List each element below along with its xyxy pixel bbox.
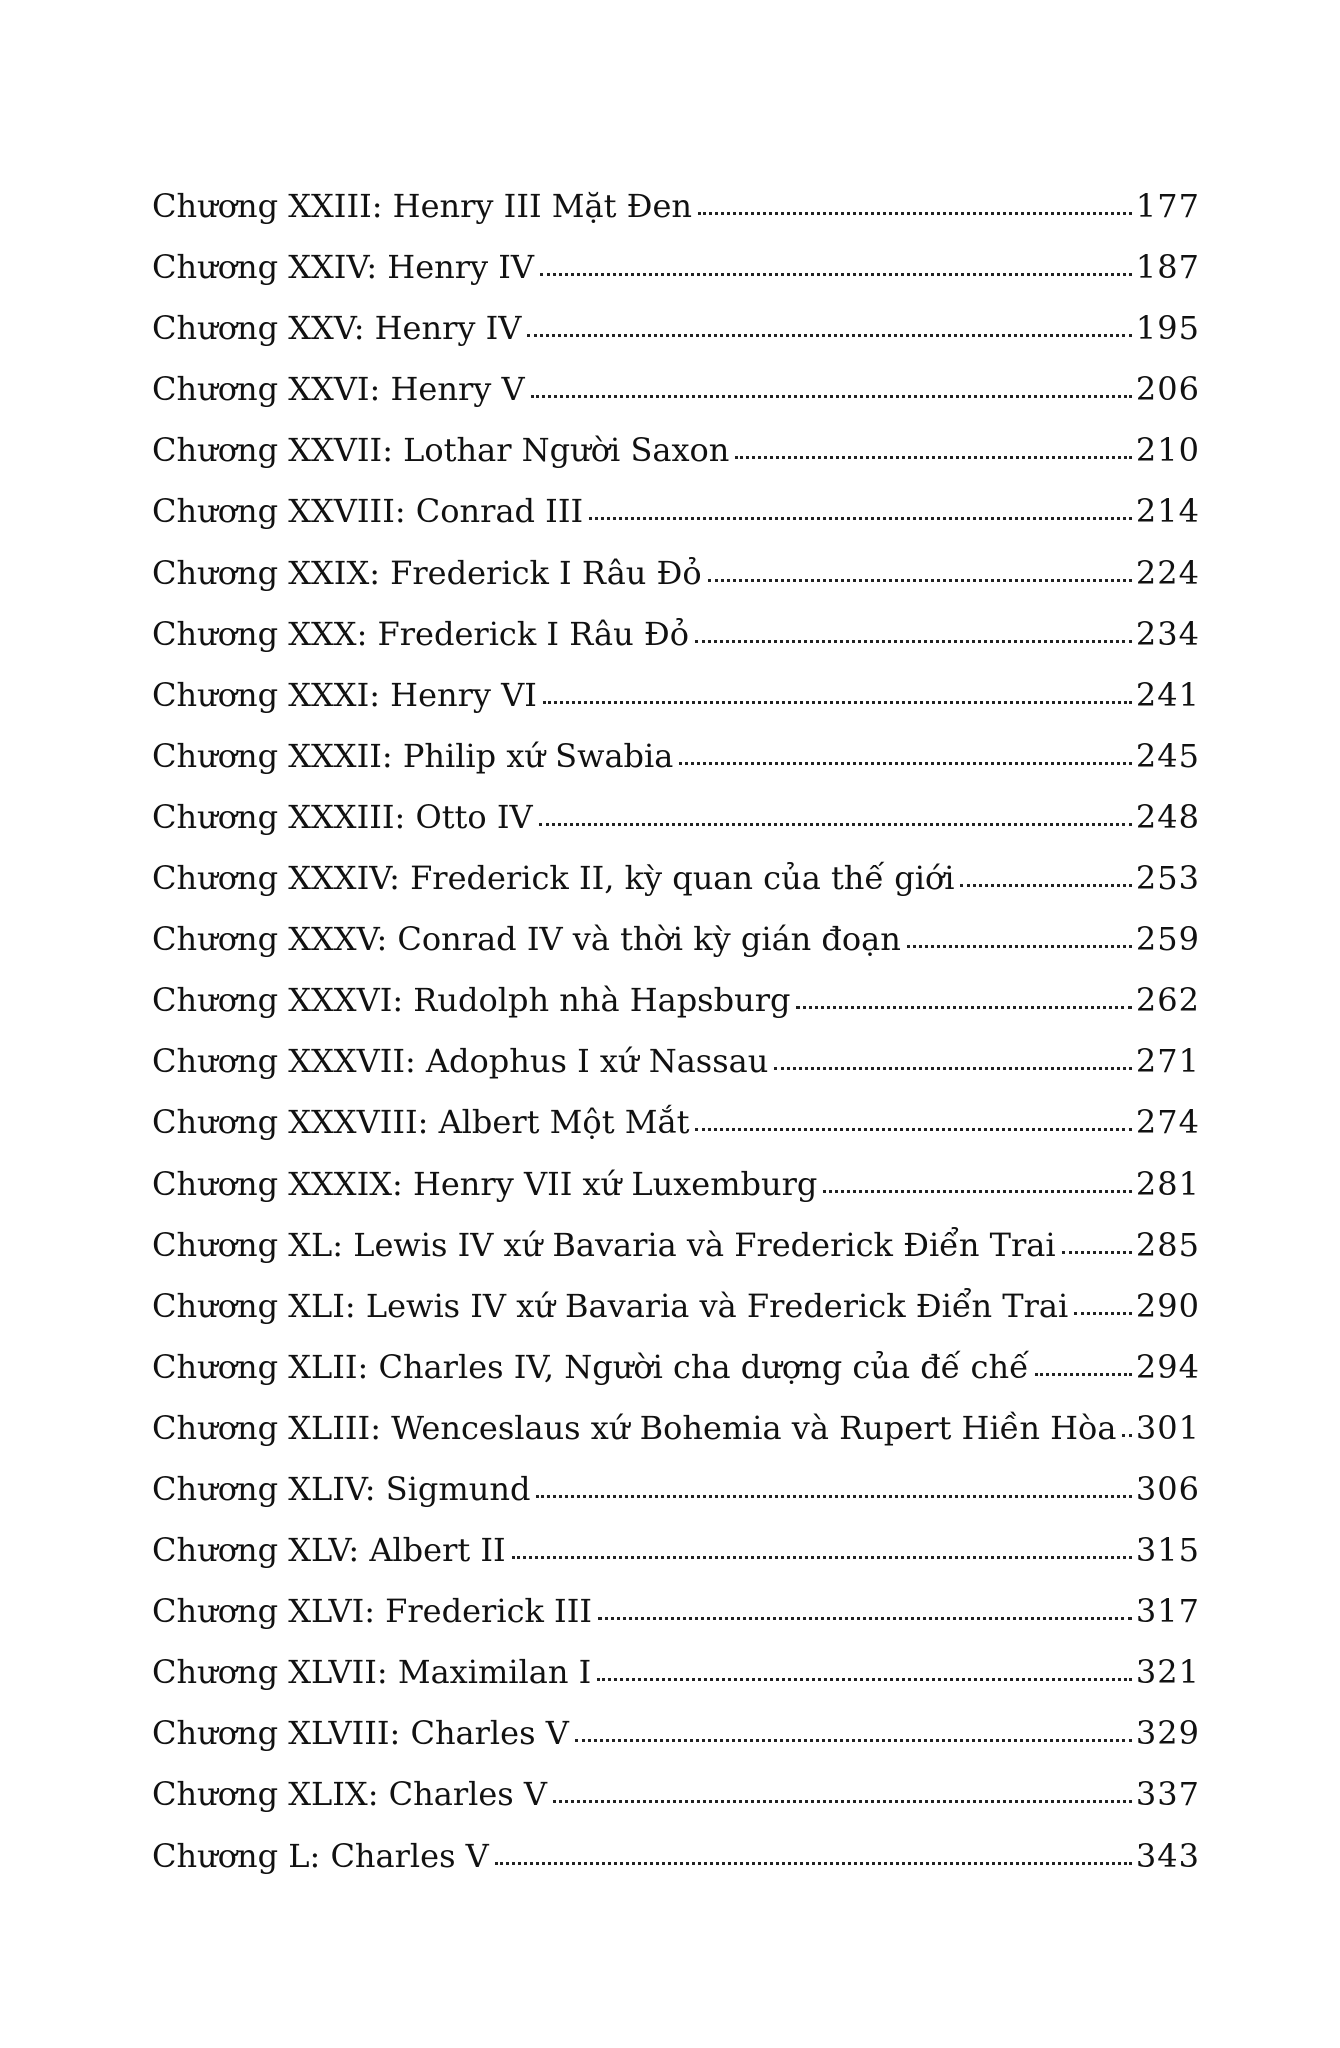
toc-entry-page-number: 206 <box>1135 370 1200 409</box>
toc-entry-page-number: 259 <box>1135 920 1200 959</box>
toc-entry-page-number: 271 <box>1135 1042 1200 1081</box>
toc-entry-page-number: 281 <box>1135 1164 1200 1203</box>
toc-entry-27 <box>152 1775 1200 1839</box>
dot-leader <box>823 1190 1132 1193</box>
toc-entry-page-number: 187 <box>1135 248 1200 287</box>
toc-entry-15 <box>152 1042 1200 1106</box>
toc-entry-7 <box>152 553 1200 618</box>
toc-entry-2 <box>152 248 1200 312</box>
toc-entry-17 <box>152 1164 1200 1229</box>
toc-entry-page-number: 234 <box>1135 614 1200 653</box>
dot-leader <box>1074 1312 1132 1315</box>
toc-entry-8 <box>152 614 1200 679</box>
toc-entry-title: Chương XLII: Charles IV, Người cha dượng của đế chế <box>152 1347 1029 1386</box>
toc-entry-title: Chương XXXVI: Rudolph nhà Hapsburg <box>152 981 791 1020</box>
toc-entry-18 <box>152 1225 1200 1290</box>
toc-entry-4 <box>152 370 1200 434</box>
toc-entry-title: Chương XXVII: Lothar Người Saxon <box>152 431 730 470</box>
dot-leader <box>1035 1373 1132 1376</box>
toc-entry-5 <box>152 431 1200 495</box>
toc-entry-page-number: 337 <box>1135 1775 1200 1814</box>
toc-entry-3 <box>152 309 1200 373</box>
toc-entry-page-number: 248 <box>1135 797 1200 836</box>
toc-entry-page-number: 195 <box>1135 309 1200 348</box>
toc-entry-title: Chương XLI: Lewis IV xứ Bavaria và Frederick Điển Trai <box>152 1286 1069 1325</box>
toc-entry-page-number: 343 <box>1135 1836 1200 1875</box>
toc-entry-title: Chương XXVIII: Conrad III <box>152 492 584 531</box>
toc-entry-page-number: 253 <box>1135 859 1200 898</box>
dot-leader <box>774 1067 1132 1070</box>
toc-entry-page-number: 214 <box>1135 492 1200 531</box>
toc-entry-9 <box>152 675 1200 740</box>
dot-leader <box>531 395 1132 398</box>
dot-leader <box>536 1495 1131 1498</box>
dot-leader <box>589 517 1132 520</box>
dot-leader <box>540 273 1132 276</box>
toc-entry-title: Chương XLV: Albert II <box>152 1531 506 1570</box>
dot-leader <box>708 579 1132 582</box>
dot-leader <box>907 945 1132 948</box>
toc-entry-title: Chương XXIX: Frederick I Râu Đỏ <box>152 553 702 592</box>
dot-leader <box>960 884 1131 887</box>
toc-entry-page-number: 294 <box>1135 1347 1200 1386</box>
dot-leader <box>1062 1251 1132 1254</box>
toc-entry-14 <box>152 981 1200 1045</box>
toc-entry-title: Chương XLIV: Sigmund <box>152 1469 531 1508</box>
toc-entry-page-number: 177 <box>1135 187 1200 225</box>
toc-entry-title: Chương XXXIV: Frederick II, kỳ quan của thế giới <box>152 859 955 898</box>
toc-entry-page-number: 262 <box>1135 981 1200 1020</box>
toc-entry-page-number: 241 <box>1135 675 1200 714</box>
dot-leader <box>527 334 1132 337</box>
toc-entry-title: Chương XXXVIII: Albert Một Mắt <box>152 1103 690 1142</box>
toc-entry-page-number: 317 <box>1135 1592 1200 1631</box>
toc-entry-title: Chương XXIII: Henry III Mặt Đen <box>152 187 693 225</box>
toc-entry-page-number: 245 <box>1135 736 1200 775</box>
toc-entry-page-number: 329 <box>1135 1714 1200 1753</box>
toc-entry-title: Chương XXXV: Conrad IV và thời kỳ gián đoạn <box>152 920 901 959</box>
toc-entry-title: Chương XXXII: Philip xứ Swabia <box>152 736 674 775</box>
dot-leader <box>695 1128 1132 1131</box>
toc-entry-page-number: 301 <box>1135 1408 1200 1447</box>
toc-entry-page-number: 285 <box>1135 1225 1200 1264</box>
dot-leader <box>575 1739 1132 1742</box>
toc-entry-1 <box>152 187 1200 251</box>
toc-entry-title: Chương XXXI: Henry VI <box>152 675 537 714</box>
toc-entry-page-number: 290 <box>1135 1286 1200 1325</box>
dot-leader <box>539 823 1132 826</box>
toc-entry-page-number: 321 <box>1135 1653 1200 1692</box>
toc-entry-title: Chương XXV: Henry IV <box>152 309 522 348</box>
toc-entry-20 <box>152 1347 1200 1412</box>
toc-entry-page-number: 210 <box>1135 431 1200 470</box>
toc-entry-title: Chương XL: Lewis IV xứ Bavaria và Frederick Điển Trai <box>152 1225 1056 1264</box>
toc-entry-title: Chương XLVIII: Charles V <box>152 1714 569 1753</box>
dot-leader <box>796 1006 1131 1009</box>
toc-entry-title: Chương XXXIX: Henry VII xứ Luxemburg <box>152 1164 818 1203</box>
toc-entry-22 <box>152 1469 1200 1534</box>
dot-leader <box>512 1556 1132 1559</box>
toc-entry-page-number: 306 <box>1135 1469 1200 1508</box>
dot-leader <box>735 456 1132 459</box>
dot-leader <box>698 212 1132 215</box>
toc-entry-23 <box>152 1531 1200 1595</box>
toc-entry-title: Chương XXXVII: Adophus I xứ Nassau <box>152 1042 769 1081</box>
toc-entry-title: Chương XLVII: Maximilan I <box>152 1653 592 1692</box>
table-of-contents <box>152 187 1200 1901</box>
toc-entry-24 <box>152 1592 1200 1656</box>
toc-entry-title: Chương XXIV: Henry IV <box>152 248 535 287</box>
toc-entry-title: Chương XXXIII: Otto IV <box>152 797 533 836</box>
toc-entry-28 <box>152 1836 1200 1901</box>
toc-entry-11 <box>152 797 1200 862</box>
toc-entry-title: Chương XLVI: Frederick III <box>152 1592 592 1631</box>
dot-leader <box>598 1617 1132 1620</box>
toc-entry-19 <box>152 1286 1200 1351</box>
toc-entry-title: Chương XXX: Frederick I Râu Đỏ <box>152 614 689 653</box>
toc-entry-26 <box>152 1714 1200 1778</box>
toc-entry-page-number: 224 <box>1135 553 1200 592</box>
toc-entry-10 <box>152 736 1200 801</box>
toc-entry-page-number: 274 <box>1135 1103 1200 1142</box>
toc-entry-25 <box>152 1653 1200 1717</box>
toc-entry-12 <box>152 859 1200 923</box>
dot-leader <box>597 1678 1132 1681</box>
toc-entry-title: Chương XLIX: Charles V <box>152 1775 547 1814</box>
toc-entry-title: Chương XLIII: Wenceslaus xứ Bohemia và Rupert Hiền Hòa <box>152 1408 1117 1447</box>
dot-leader <box>695 640 1132 643</box>
dot-leader <box>679 762 1132 765</box>
toc-entry-title: Chương L: Charles V <box>152 1836 489 1875</box>
toc-entry-page-number: 315 <box>1135 1531 1200 1570</box>
dot-leader <box>1122 1434 1132 1437</box>
toc-entry-13 <box>152 920 1200 984</box>
dot-leader <box>543 701 1132 704</box>
dot-leader <box>495 1862 1132 1865</box>
dot-leader <box>553 1800 1132 1803</box>
toc-entry-21 <box>152 1408 1200 1473</box>
toc-entry-6 <box>152 492 1200 556</box>
toc-entry-title: Chương XXVI: Henry V <box>152 370 525 409</box>
toc-entry-16 <box>152 1103 1200 1167</box>
